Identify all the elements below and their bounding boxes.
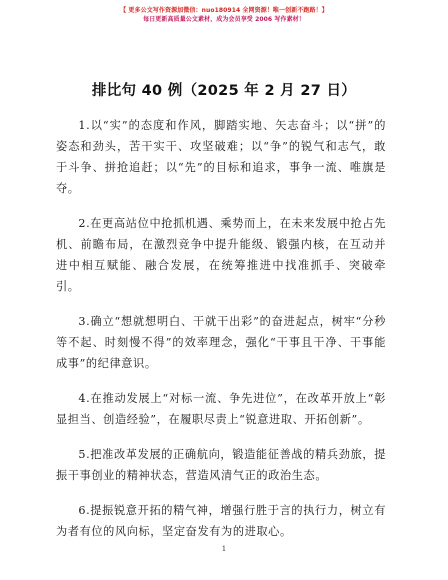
paragraph-3: 3.确立“想就想明白、干就干出彩”的奋进起点，树牢“分秒等不起、时刻慢不得”的效率理念，强化“干事且干净、干事能成事”的纪律意识。 — [56, 315, 386, 370]
paragraph-5: 5.把准改革发展的正确航向，锻造能征善战的精兵劲旅，提振干事创业的精神状态，营造风清气正的政治生态。 — [56, 448, 386, 482]
document-title: 排比句 40 例（2025 年 2 月 27 日） — [91, 83, 357, 99]
paragraph-2: 2.在更高站位中抢抓机遇、乘势而上，在未来发展中抢占先机、前瞻布局，在激烈竞争中提升能级、锻强内核，在互动并进中相互赋能、融合发展，在统筹推进中找准抓手、突破牵引。 — [56, 217, 386, 293]
paragraph-6: 6.提振锐意开拓的精气神，增强行胜于言的执行力，树立有为者有位的风向标，坚定奋发有为的进取心。 — [56, 504, 386, 538]
page-number: 1 — [221, 545, 227, 553]
document-body — [56, 115, 386, 542]
banner-line-promo: 【 更多公文写作资源加微信：nuo180914 全网资源！唯一创新不跑路！】 — [120, 7, 328, 14]
paragraph-4: 4.在推动发展上“对标一流、争先进位”，在改革开放上“彰显担当、创造经验”，在履职尽责上“锐意进取、开拓创新”。 — [56, 392, 386, 426]
header-banner — [0, 6, 448, 24]
banner-line-membership: 每日更新高质量公文素材，成为会员享受 2006 写作素材！ — [143, 16, 305, 23]
paragraph-1: 1.以“实”的态度和作风，脚踏实地、矢志奋斗；以“拼”的姿态和劲头，苦干实干、攻坚破难；以“争”的锐气和志气，敢于斗争、拼抢追赶；以“先”的目标和追求，事争一流、唯旗是夺。 — [56, 119, 386, 195]
